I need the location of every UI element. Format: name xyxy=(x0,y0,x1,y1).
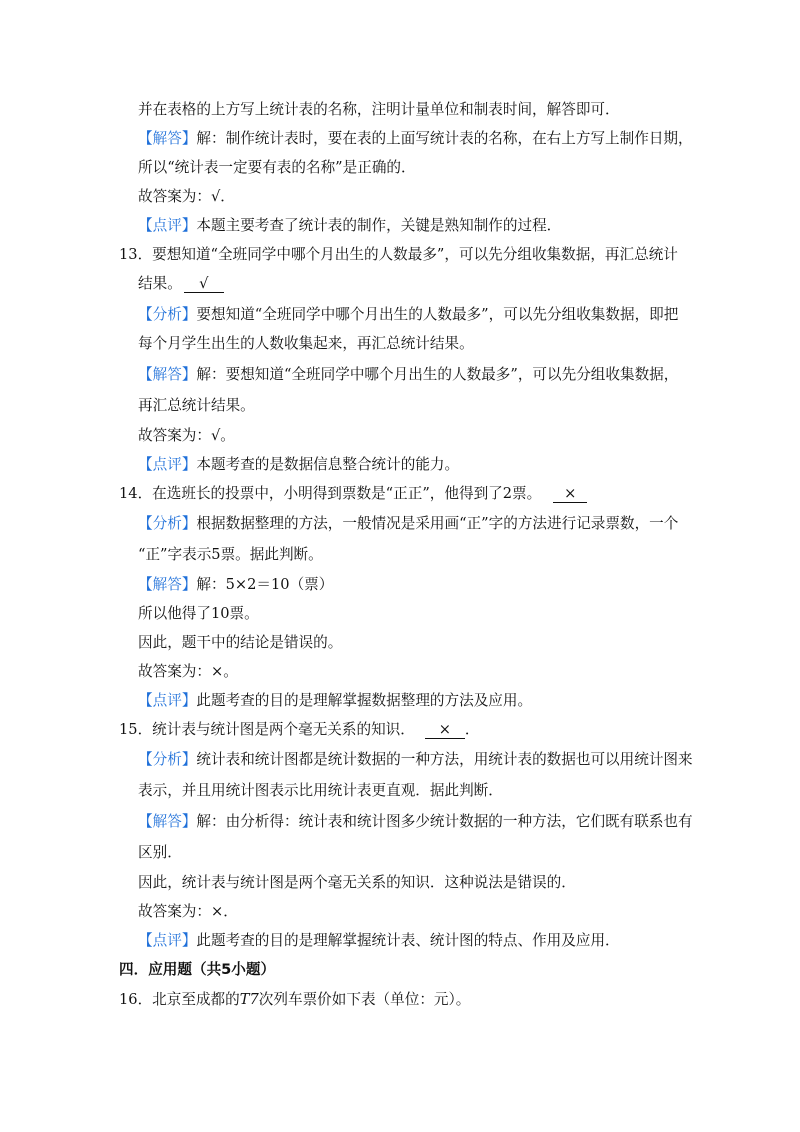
q13-analysis-line-2: 每个月学生出生的人数收集起来，再汇总统计结果。 xyxy=(138,335,474,352)
q15-solution-line: 【解答】解：由分析得：统计表和统计图多少统计数据的一种方法，它们既有联系也有 xyxy=(138,813,693,830)
comment-tag: 【点评】 xyxy=(138,692,197,709)
q13-stem-line: 13．要想知道“全班同学中哪个月出生的人数最多”，可以先分组收集数据，再汇总统计 xyxy=(119,246,678,263)
solution-tag: 【解答】 xyxy=(138,813,197,830)
q15-stem-line: 15．统计表与统计图是两个毫无关系的知识． × ． xyxy=(119,721,480,738)
q14-analysis-line: 【分析】根据数据整理的方法，一般情况是采用画“正”字的方法进行记录票数，一个 xyxy=(138,515,679,532)
q15-answer: 故答案为：×． xyxy=(138,903,238,920)
q14-analysis-line-2: “正”字表示5票。据此判断。 xyxy=(138,546,323,563)
question-number: 15． xyxy=(119,721,153,738)
q13-answer: 故答案为：√。 xyxy=(138,427,235,444)
q14-solution-line: 【解答】解：5×2＝10（票） xyxy=(138,576,334,593)
analysis-tag: 【分析】 xyxy=(138,751,197,768)
solution-tag: 【解答】 xyxy=(138,366,197,383)
q12-solution-line-2: 所以“统计表一定要有表的名称”是正确的． xyxy=(138,159,416,176)
question-number: 14． xyxy=(119,485,153,502)
q14-comment-line: 【点评】此题考查的目的是理解掌握数据整理的方法及应用。 xyxy=(138,692,533,709)
answer-blank: × xyxy=(425,721,465,739)
q12-answer: 故答案为：√． xyxy=(138,188,235,205)
q13-analysis-line: 【分析】要想知道“全班同学中哪个月出生的人数最多”，可以先分组收集数据，即把 xyxy=(138,306,679,323)
q13-stem-line-2: 结果。 √ xyxy=(138,274,224,294)
question-number: 16． xyxy=(119,991,153,1008)
q15-analysis-line: 【分析】统计表和统计图都是统计数据的一种方法，用统计表的数据也可以用统计图来 xyxy=(138,751,693,768)
q15-solution-line-2: 区别． xyxy=(138,844,182,861)
analysis-tag: 【分析】 xyxy=(138,306,197,323)
answer-blank: × xyxy=(553,485,587,503)
q13-solution-line: 【解答】解：要想知道“全班同学中哪个月出生的人数最多”，可以先分组收集数据， xyxy=(138,366,679,383)
q13-comment-line: 【点评】本题考查的是数据信息整合统计的能力。 xyxy=(138,456,460,473)
solution-tag: 【解答】 xyxy=(138,130,197,147)
q15-analysis-line-2: 表示，并且用统计图表示比用统计表更直观．据此判断． xyxy=(138,782,503,799)
q12-continuation-text: 并在表格的上方写上统计表的名称，注明计量单位和制表时间，解答即可． xyxy=(138,101,620,118)
comment-tag: 【点评】 xyxy=(138,456,197,473)
q14-text-line-a: 所以他得了10票。 xyxy=(138,605,259,622)
q12-solution-line: 【解答】解：制作统计表时，要在表的上面写统计表的名称，在右上方写上制作日期， xyxy=(138,130,693,147)
q15-text-line-a: 因此，统计表与统计图是两个毫无关系的知识．这种说法是错误的． xyxy=(138,874,576,891)
question-number: 13． xyxy=(119,246,153,263)
q16-stem-line: 16．北京至成都的T7次列车票价如下表（单位：元）。 xyxy=(119,991,471,1008)
answer-blank: √ xyxy=(184,275,224,293)
section-heading: 四．应用题（共5小题） xyxy=(119,961,276,978)
q13-solution-line-2: 再汇总统计结果。 xyxy=(138,397,255,414)
q15-comment-line: 【点评】此题考查的目的是理解掌握统计表、统计图的特点、作用及应用． xyxy=(138,932,620,949)
q14-stem-line: 14．在选班长的投票中，小明得到票数是“正正”，他得到了2票。 × xyxy=(119,484,587,504)
solution-tag: 【解答】 xyxy=(138,576,197,593)
q14-text-line-b: 因此，题干中的结论是错误的。 xyxy=(138,634,343,651)
q14-answer: 故答案为：×。 xyxy=(138,663,238,680)
comment-tag: 【点评】 xyxy=(138,217,197,234)
analysis-tag: 【分析】 xyxy=(138,515,197,532)
train-number: T7 xyxy=(239,991,259,1008)
q12-comment-line: 【点评】本题主要考查了统计表的制作，关键是熟知制作的过程． xyxy=(138,217,562,234)
comment-tag: 【点评】 xyxy=(138,932,197,949)
